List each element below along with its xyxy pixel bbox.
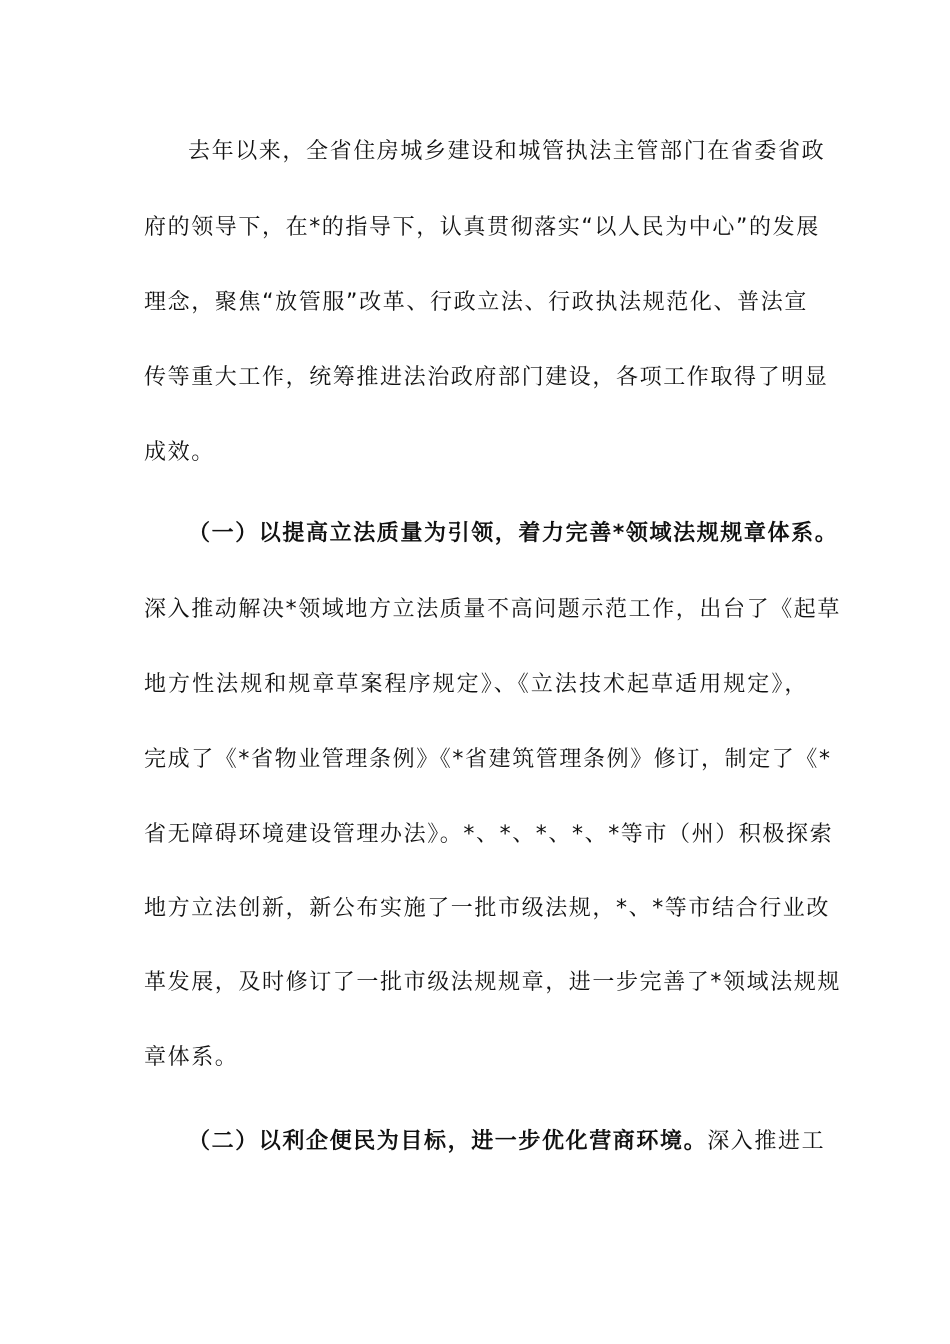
intro-line-5: 成效。 bbox=[144, 440, 215, 465]
section-1-line-7: 章体系。 bbox=[144, 1045, 239, 1070]
intro-line-4: 传等重大工作，统筹推进法治政府部门建设，各项工作取得了明显 bbox=[144, 365, 829, 390]
section-1-line-3: 完成了《*省物业管理条例》《*省建筑管理条例》修订，制定了《* bbox=[144, 747, 832, 772]
section-1-line-5: 地方立法创新，新公布实施了一批市级法规，*、*等市结合行业改 bbox=[144, 896, 831, 921]
intro-line-2: 府的领导下，在*的指导下，认真贯彻落实“以人民为中心”的发展 bbox=[144, 215, 820, 240]
section-1-line-4: 省无障碍环境建设管理办法》。*、*、*、*、*等市（州）积极探索 bbox=[144, 822, 834, 847]
section-1-line-2: 地方性法规和规章草案程序规定》、《立法技术起草适用规定》， bbox=[144, 672, 808, 697]
section-2-heading bbox=[188, 1122, 826, 1162]
intro-line-1: 去年以来，全省住房城乡建设和城管执法主管部门在省委省政 bbox=[188, 139, 826, 164]
section-1-line-6: 革发展，及时修订了一批市级法规规章，进一步完善了*领域法规规 bbox=[144, 970, 842, 995]
section-2-heading-rest: 深入推进工 bbox=[707, 1129, 826, 1154]
section-2-heading-bold: （二）以利企便民为目标，进一步优化营商环境。 bbox=[188, 1129, 708, 1154]
section-1-heading: （一）以提高立法质量为引领，着力完善*领域法规规章体系。 bbox=[188, 521, 839, 546]
intro-line-3: 理念，聚焦“放管服”改革、行政立法、行政执法规范化、普法宣 bbox=[144, 290, 808, 315]
section-1-line-1: 深入推动解决*领域地方立法质量不高问题示范工作，出台了《起草 bbox=[144, 597, 842, 622]
